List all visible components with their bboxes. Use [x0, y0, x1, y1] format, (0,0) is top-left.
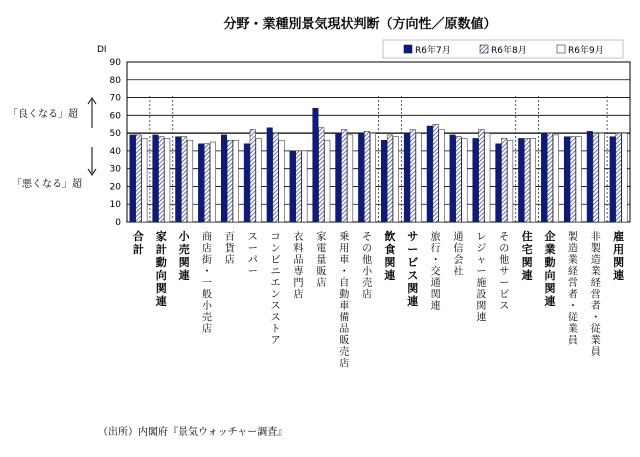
category-label-3: 商店街・一般小売店 — [202, 232, 213, 335]
bar-s3-c5 — [256, 138, 262, 222]
legend-label-3: R6年9月 — [568, 46, 604, 56]
y-tick-label-20: 20 — [109, 182, 121, 193]
bar-s1-c3 — [198, 144, 204, 222]
category-label-14: 通信会社 — [453, 232, 464, 278]
bar-s1-c19 — [564, 137, 570, 222]
bar-s3-c12 — [416, 133, 422, 222]
bar-s2-c20 — [593, 133, 599, 222]
category-label-15: レジャー施設関連 — [476, 232, 487, 324]
category-label-10: その他小売店 — [362, 232, 373, 301]
bar-s3-c21 — [622, 133, 628, 222]
category-label-13: 旅行・交通関連 — [430, 232, 441, 312]
bar-s3-c9 — [347, 135, 353, 222]
bar-s3-c13 — [439, 130, 445, 222]
bar-s1-c15 — [473, 138, 479, 222]
legend-swatch-1 — [404, 45, 412, 53]
category-label-5: スーパー — [247, 232, 258, 278]
bar-s1-c20 — [587, 131, 593, 222]
legend-swatch-2 — [480, 45, 488, 53]
bar-s3-c18 — [553, 135, 559, 222]
bar-s2-c21 — [616, 133, 622, 222]
bar-s2-c2 — [181, 137, 187, 222]
bar-s3-c15 — [485, 133, 491, 222]
category-label-0: 合計 — [132, 230, 144, 256]
bar-s3-c11 — [393, 137, 399, 222]
bar-s3-c4 — [233, 140, 239, 222]
category-label-21: 雇用関連 — [613, 230, 625, 282]
y-tick-label-10: 10 — [109, 200, 121, 211]
y-tick-label-50: 50 — [109, 129, 121, 140]
bar-s2-c10 — [364, 131, 370, 222]
bar-s3-c7 — [302, 151, 308, 222]
y-tick-label-60: 60 — [109, 111, 121, 122]
y-tick-label-40: 40 — [109, 146, 121, 157]
bar-s1-c21 — [610, 137, 616, 222]
bar-s3-c3 — [210, 142, 216, 222]
bar-s2-c6 — [273, 133, 279, 222]
bar-s1-c17 — [518, 138, 524, 222]
bar-s3-c0 — [142, 138, 148, 222]
bar-s1-c16 — [496, 144, 502, 222]
bar-s2-c9 — [341, 130, 347, 222]
bar-s1-c9 — [336, 133, 342, 222]
y-tick-label-90: 90 — [109, 58, 121, 68]
bar-s2-c0 — [136, 135, 142, 222]
category-label-20: 非製造業経営者・従業員 — [590, 232, 601, 358]
bar-s1-c0 — [130, 135, 136, 222]
category-label-12: サービス関連 — [407, 230, 419, 308]
bar-s1-c14 — [450, 135, 456, 222]
legend-label-1: R6年7月 — [415, 46, 451, 56]
bar-s3-c1 — [164, 138, 170, 222]
chart-title: 分野・業種別景気現状判断（方向性／原数値） — [223, 17, 497, 32]
bar-s1-c4 — [221, 135, 227, 222]
bar-s2-c17 — [524, 138, 530, 222]
bar-s3-c8 — [324, 140, 330, 222]
bar-s3-c16 — [507, 140, 513, 222]
category-label-7: 衣料品専門店 — [293, 232, 304, 301]
annotation-up: 「良くなる」超 — [8, 109, 78, 120]
bar-s1-c5 — [244, 144, 250, 222]
bar-s3-c17 — [530, 138, 536, 222]
bar-s1-c18 — [541, 133, 547, 222]
bar-s2-c13 — [433, 124, 439, 222]
bar-s1-c10 — [358, 133, 364, 222]
annotation-down: 「悪くなる」超 — [12, 179, 82, 190]
bar-s3-c14 — [462, 138, 468, 222]
bar-s2-c8 — [319, 128, 325, 222]
category-label-17: 住宅関連 — [521, 230, 533, 282]
category-label-6: コンビニエンスストア — [270, 232, 281, 347]
bar-s2-c15 — [479, 130, 485, 222]
category-label-11: 飲食関連 — [384, 230, 396, 282]
bar-s2-c16 — [502, 138, 508, 222]
y-ticks — [110, 58, 122, 228]
y-axis-label: DI — [97, 45, 107, 55]
y-tick-label-70: 70 — [109, 93, 121, 104]
bar-s2-c3 — [204, 144, 210, 222]
bar-s3-c20 — [599, 133, 605, 222]
bar-s1-c13 — [427, 126, 433, 222]
bar-s1-c12 — [404, 133, 410, 222]
bar-s2-c11 — [387, 135, 393, 222]
bar-s2-c18 — [547, 133, 553, 222]
y-tick-label-30: 30 — [109, 164, 121, 175]
bar-s3-c6 — [279, 140, 285, 222]
bar-s3-c2 — [187, 140, 193, 222]
category-label-8: 家電量販店 — [316, 232, 327, 289]
bar-s2-c4 — [227, 140, 233, 222]
category-labels — [133, 229, 624, 370]
bar-s2-c1 — [159, 137, 165, 222]
category-label-18: 企業動向関連 — [544, 230, 556, 308]
bar-s2-c12 — [410, 130, 416, 222]
y-tick-label-0: 0 — [115, 218, 121, 228]
legend-label-2: R6年8月 — [491, 46, 527, 56]
bar-s1-c11 — [381, 140, 387, 222]
legend — [383, 40, 623, 58]
bar-s2-c19 — [570, 137, 576, 222]
category-label-16: その他サービス — [499, 232, 510, 312]
bar-s3-c10 — [370, 133, 376, 222]
category-label-2: 小売関連 — [178, 230, 190, 282]
bar-s2-c14 — [456, 137, 462, 222]
source-note: （出所）内閣府『景気ウォッチャー調査』 — [98, 427, 288, 438]
category-label-9: 乗用車・自動車備品販売店 — [339, 232, 350, 370]
legend-swatch-3 — [557, 45, 565, 53]
category-label-4: 百貨店 — [224, 232, 235, 266]
bar-s1-c8 — [313, 108, 319, 222]
bar-s2-c5 — [250, 130, 256, 222]
bar-s1-c6 — [267, 128, 273, 222]
category-label-1: 家計動向関連 — [155, 230, 167, 308]
category-label-19: 製造業経営者・従業員 — [567, 232, 578, 347]
direction-annotations — [8, 98, 96, 190]
bar-s1-c2 — [176, 137, 182, 222]
bar-s1-c7 — [290, 151, 296, 222]
y-tick-label-80: 80 — [109, 75, 121, 86]
bar-s2-c7 — [296, 151, 302, 222]
bar-s1-c1 — [153, 135, 159, 222]
bar-s3-c19 — [576, 137, 582, 222]
